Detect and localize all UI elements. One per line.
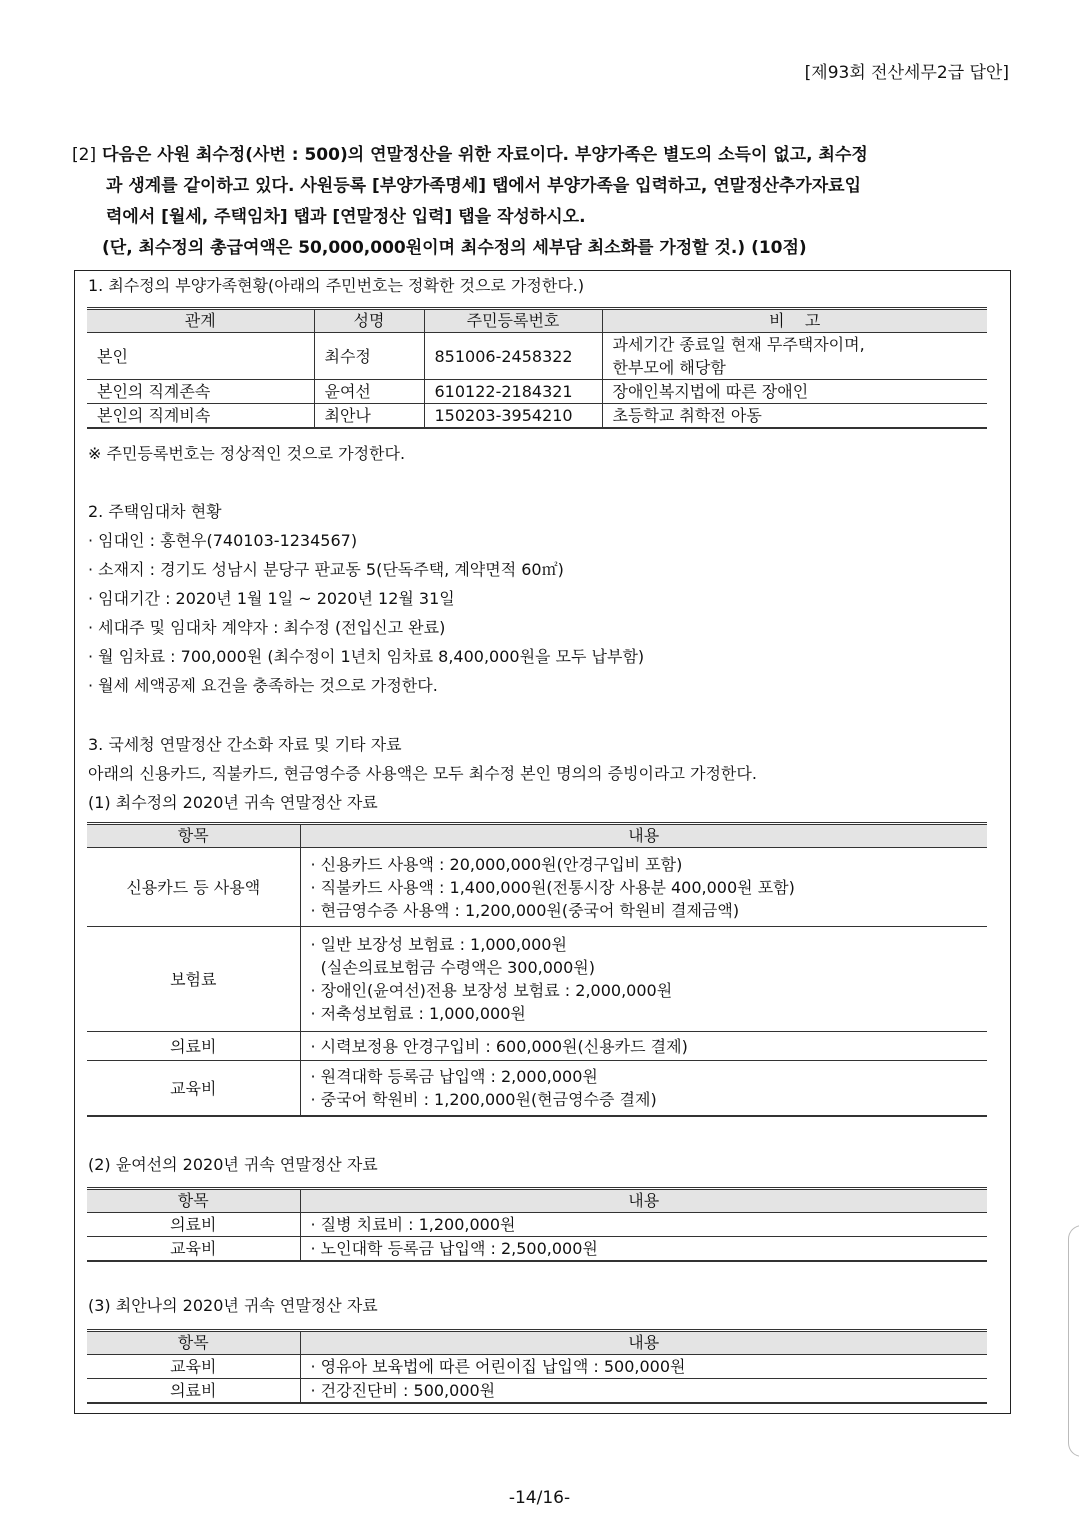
cell-item: 보험료 [87, 927, 300, 1032]
cell-name: 윤여선 [314, 380, 424, 404]
section1-title: 1. 최수정의 부양가족현황(아래의 주민번호는 정확한 것으로 가정한다.) [88, 276, 585, 295]
cell-name: 최안나 [314, 404, 424, 429]
lease-item: · 소재지 : 경기도 성남시 분당구 판교동 5(단독주택, 계약면적 60㎡) [88, 560, 564, 579]
question-number: [2] [72, 145, 97, 165]
table-row [87, 927, 987, 1032]
table-row [87, 1237, 987, 1262]
cell-content: · 노인대학 등록금 납입액 : 2,500,000원 [300, 1237, 987, 1262]
question-line-1: [2] 다음은 사원 최수정(사번 : 500)의 연말정산을 위한 자료이다. 부양가족은 별도의 소득이 없고, 최수정 [72, 145, 868, 165]
section1-footnote: ※ 주민등록번호는 정상적인 것으로 가정한다. [88, 444, 406, 463]
section3-intro: 아래의 신용카드, 직불카드, 현금영수증 사용액은 모두 최수정 본인 명의의 증빙이라고 가정한다. [88, 764, 757, 783]
col-header-note: 비 고 [602, 309, 987, 333]
col-header-relation: 관계 [87, 309, 314, 333]
cell-id: 610122-2184321 [424, 380, 602, 404]
self-data-table [87, 822, 987, 1117]
cell-content: · 신용카드 사용액 : 20,000,000원(안경구입비 포함) · 직불카드 사용액 : 1,400,000원(전통시장 사용분 400,000원 포함) · 현금영수증 사용액 : 1,200,000원(중국어 학원비 결제금액) [300, 848, 987, 927]
cell-id: 851006-2458322 [424, 333, 602, 380]
table-row [87, 1355, 987, 1379]
cell-content: · 일반 보장성 보험료 : 1,000,000원 (실손의료보험금 수령액은 300,000원) · 장애인(윤여선)전용 보장성 보험료 : 2,000,000원 · 저축성보험료 : 1,000,000원 [300, 927, 987, 1032]
data-box [74, 270, 1011, 1414]
cell-id: 150203-3954210 [424, 404, 602, 429]
cell-item: 의료비 [87, 1032, 300, 1061]
table-row [87, 1032, 987, 1061]
table-row [87, 380, 987, 404]
col-header-item: 항목 [87, 1331, 300, 1355]
table-row [87, 848, 987, 927]
cell-relation: 본인 [87, 333, 314, 380]
cell-note: 과세기간 종료일 현재 무주택자이며, 한부모에 해당함 [602, 333, 987, 380]
question-line-2: 과 생계를 같이하고 있다. 사원등록 [부양가족명세] 탭에서 부양가족을 입력하고, 연말정산추가자료입 [106, 176, 862, 196]
table-header-row [87, 309, 987, 333]
cell-content: · 시력보정용 안경구입비 : 600,000원(신용카드 결제) [300, 1032, 987, 1061]
table-header-row [87, 824, 987, 848]
question-condition: (단, 최수정의 총급여액은 50,000,000원이며 최수정의 세부담 최소화를 가정할 것.) (10점) [102, 238, 807, 258]
scroll-handle[interactable] [1068, 1225, 1079, 1457]
cell-note: 초등학교 취학전 아동 [602, 404, 987, 429]
col-header-content: 내용 [300, 1331, 987, 1355]
table-header-row [87, 1189, 987, 1213]
sub1-title: (1) 최수정의 2020년 귀속 연말정산 자료 [88, 793, 378, 812]
lease-item: · 세대주 및 임대차 계약자 : 최수정 (전입신고 완료) [88, 618, 446, 637]
cell-item: 교육비 [87, 1061, 300, 1117]
table-row [87, 333, 987, 380]
lease-item: · 월세 세액공제 요건을 충족하는 것으로 가정한다. [88, 676, 438, 695]
cell-item: 의료비 [87, 1379, 300, 1404]
cell-content: · 영유아 보육법에 따른 어린이집 납입액 : 500,000원 [300, 1355, 987, 1379]
lease-item: · 임대인 : 홍현우(740103-1234567) [88, 531, 358, 550]
section2-title: 2. 주택임대차 현황 [88, 502, 222, 521]
table-row [87, 1061, 987, 1117]
question-line-3: 력에서 [월세, 주택임차] 탭과 [연말정산 입력] 탭을 작성하시오. [106, 207, 586, 227]
cell-item: 교육비 [87, 1355, 300, 1379]
page-header: [제93회 전산세무2급 답안] [804, 63, 1009, 83]
col-header-item: 항목 [87, 1189, 300, 1213]
table-row [87, 404, 987, 429]
sub2-title: (2) 윤여선의 2020년 귀속 연말정산 자료 [88, 1155, 378, 1174]
cell-name: 최수정 [314, 333, 424, 380]
table-header-row [87, 1331, 987, 1355]
sub3-title: (3) 최안나의 2020년 귀속 연말정산 자료 [88, 1296, 378, 1315]
child-data-table [87, 1329, 987, 1404]
cell-relation: 본인의 직계비속 [87, 404, 314, 429]
table-row [87, 1379, 987, 1404]
cell-content: · 원격대학 등록금 납입액 : 2,000,000원 · 중국어 학원비 : 1,200,000원(현금영수증 결제) [300, 1061, 987, 1117]
col-header-content: 내용 [300, 1189, 987, 1213]
table-row [87, 1213, 987, 1237]
cell-item: 신용카드 등 사용액 [87, 848, 300, 927]
col-header-content: 내용 [300, 824, 987, 848]
question-block [72, 140, 1017, 264]
cell-item: 교육비 [87, 1237, 300, 1262]
cell-item: 의료비 [87, 1213, 300, 1237]
col-header-item: 항목 [87, 824, 300, 848]
lease-item: · 임대기간 : 2020년 1월 1일 ~ 2020년 12월 31일 [88, 589, 455, 608]
cell-note: 장애인복지법에 따른 장애인 [602, 380, 987, 404]
cell-content: · 질병 치료비 : 1,200,000원 [300, 1213, 987, 1237]
parent-data-table [87, 1187, 987, 1262]
cell-relation: 본인의 직계존속 [87, 380, 314, 404]
section3-title: 3. 국세청 연말정산 간소화 자료 및 기타 자료 [88, 735, 402, 754]
dependents-table [87, 307, 987, 429]
lease-item: · 월 임차료 : 700,000원 (최수정이 1년치 임차료 8,400,000원을 모두 납부함) [88, 647, 645, 666]
page-number: -14/16- [508, 1488, 571, 1508]
cell-content: · 건강진단비 : 500,000원 [300, 1379, 987, 1404]
col-header-id: 주민등록번호 [424, 309, 602, 333]
col-header-name: 성명 [314, 309, 424, 333]
